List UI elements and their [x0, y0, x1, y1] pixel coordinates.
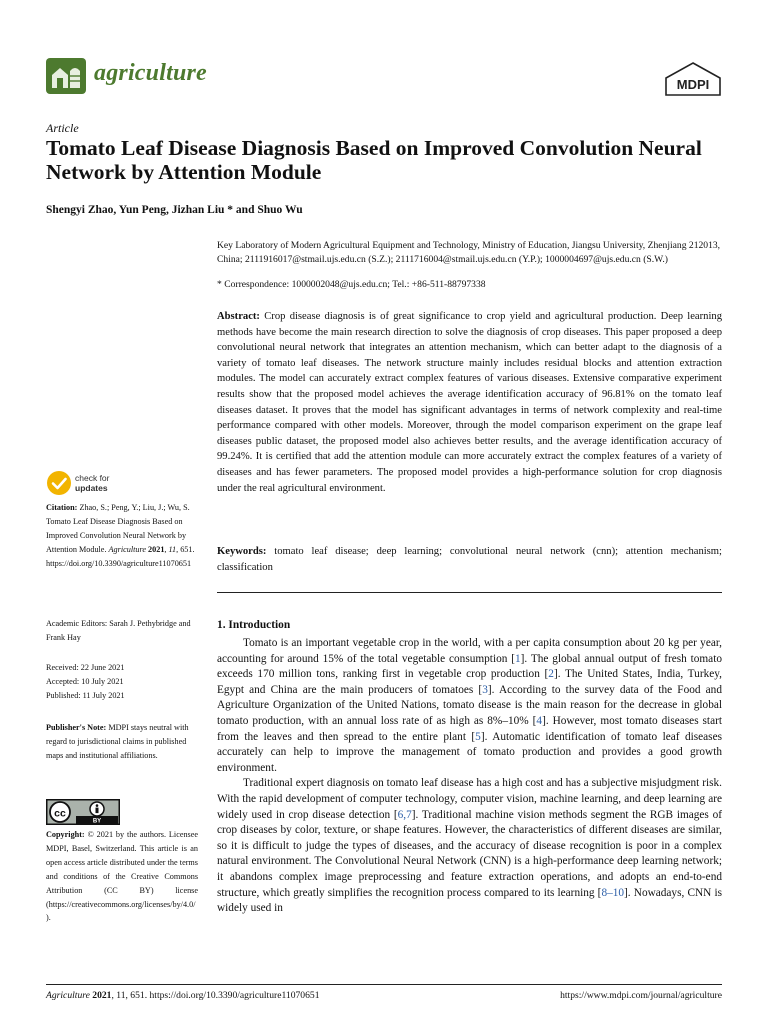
- intro-paragraph-1: [217, 636, 722, 776]
- section-divider: [217, 592, 722, 593]
- intro-paragraph-2: [217, 776, 722, 916]
- published-date: Published: 11 July 2021: [46, 690, 125, 700]
- intro-text: Tomato is an important vegetable crop in the world, with a per capita consumption about 20 kg per year, accounting for around 15% of the total vegetable consumption [: [217, 637, 722, 665]
- cc-by-license-icon[interactable]: [46, 799, 120, 825]
- affiliation: Key Laboratory of Modern Agricultural Equipment and Technology, Ministry of Education, Jiangsu University, Zhenjiang 212013, China; 2111916017@stmail.ujs.edu.cn (S.Z.); 2111716004@stmail.ujs.edu.cn (Y.P.); 1000004697@ujs.edu.cn (S.W.): [217, 240, 721, 265]
- citation-text: Zhao, S.; Peng, Y.; Liu, J.; Wu, S. Tomato Leaf Disease Diagnosis Based on Improved Convolution Neural Network by Attention Module.: [46, 503, 190, 554]
- author-list: Shengyi Zhao, Yun Peng, Jizhan Liu * and Shuo Wu: [46, 204, 303, 216]
- citation-volume: 11: [168, 544, 177, 554]
- reference-link[interactable]: 2: [548, 668, 554, 681]
- article-title: Tomato Leaf Disease Diagnosis Based on Improved Convolution Neural Network by Attention Module: [46, 136, 702, 184]
- intro-text: ]. Traditional machine vision methods segment the RGB images of crop diseases by color, texture, or shape features. However, the characteristics of different diseases are similar, so it is difficult to judge the types of diseases, and the accuracy of disease recognition is poor in a complex natural environment. The Convolutional Neural Network (CNN) is a high-performance deep learning network; it abandons complex image preprocessing and feature extraction operations, and adopts an end-to-end structure, which greatly simplifies the recognition process compared to its learning [: [217, 808, 722, 899]
- correspondence: * Correspondence: 1000002048@ujs.edu.cn; Tel.: +86-511-88797338: [217, 279, 486, 290]
- intro-text: ]. The United States, India, Turkey, Egypt and China are the main producers of tomatoes [: [217, 668, 722, 696]
- footer-journal: Agriculture: [46, 990, 90, 1001]
- svg-text:cc: cc: [54, 807, 66, 820]
- citation-doi[interactable]: 651. https://doi.org/10.3390/agriculture11070651: [46, 544, 195, 568]
- check-updates-line1: check for: [75, 473, 110, 483]
- keywords: [217, 544, 722, 575]
- keywords-label: Keywords:: [217, 546, 267, 557]
- reference-link[interactable]: 1: [514, 652, 521, 665]
- publisher-logo-text: MDPI: [676, 77, 710, 92]
- reference-link[interactable]: 4: [536, 714, 543, 727]
- introduction-heading: 1. Introduction: [217, 619, 291, 631]
- footer-year: 2021: [92, 990, 112, 1001]
- copyright-label: Copyright:: [46, 830, 85, 839]
- copyright-notice: [46, 828, 198, 925]
- reference-link[interactable]: 3: [482, 683, 488, 696]
- intro-text: ]. However, most tomato diseases start from the leaves and then spread to the entire plant [: [217, 714, 722, 743]
- cc-badge-label: BY: [92, 818, 102, 825]
- publication-dates: [46, 661, 198, 703]
- academic-editors: Academic Editors: Sarah J. Pethybridge and Frank Hay: [46, 619, 191, 642]
- intro-text: ]. The global annual output of fresh tomato exceeds 170 million tons, ranking first in vegetable crop production [: [217, 652, 722, 681]
- footer-journal-url[interactable]: https://www.mdpi.com/journal/agriculture: [560, 990, 722, 1001]
- keywords-text: tomato leaf disease; deep learning; convolutional neural network (cnn); attention mechanism; classification: [217, 546, 722, 573]
- accepted-date: Accepted: 10 July 2021: [46, 676, 124, 686]
- abstract-text: Crop disease diagnosis is of great significance to crop yield and agricultural production. Deep learning methods have become the main research direction to solve the diagnosis of crop diseases. This paper proposed a deep convolutional neural network that integrates an attention mechanism, which can better adapt to the diagnosis of a variety of tomato leaf diseases. The network structure mainly includes residual blocks and attention extraction modules. The model can accurately extract complex features of various diseases. Extensive comparative experiment results show that the proposed model achieves the average identification accuracy of 96.81% on the tomato leaf diseases dataset. It proves that the model has significant advantages in terms of network complexity and real-time performance compared with other models. Moreover, through the model comparison experiment on the grape leaf diseases public dataset, the proposed model also achieves better results, and the average identification accuracy of 99.24%. It is certified that add the attention module can more accurately extract the complex features of a variety of diseases and has fewer parameters. The proposed model provides a high-performance solution for crop diagnosis under the real agricultural environment.: [217, 311, 722, 494]
- journal-logo-icon: [46, 58, 86, 94]
- article-type: Article: [46, 121, 79, 135]
- citation-journal: Agriculture: [108, 544, 146, 554]
- publisher-note-label: Publisher's Note:: [46, 723, 107, 732]
- intro-text: ]. According to the survey data of the Food and Agriculture Organization of the United Nations, tomato disease is the main reason for the decrease in global tomato production, with an annual loss rate of as high as 8%–10% [: [217, 683, 722, 727]
- footer-divider: [46, 984, 722, 985]
- reference-link[interactable]: 6,7: [397, 808, 412, 821]
- publisher-note: [46, 721, 198, 763]
- received-date: Received: 22 June 2021: [46, 663, 125, 672]
- mdpi-logo-icon: [664, 62, 722, 96]
- intro-text: ]. Automatic identification of tomato leaf diseases accurately can help to improve the management of tomato production and provides a good growth environment.: [217, 730, 722, 774]
- reference-link[interactable]: 8–10: [601, 886, 625, 899]
- journal-name: agriculture: [94, 60, 207, 86]
- footer-doi[interactable]: , 11, 651. https://doi.org/10.3390/agriculture11070651: [111, 990, 320, 1001]
- check-for-updates-badge[interactable]: [46, 470, 156, 498]
- intro-text: ]. Nowadays, CNN is widely used in: [217, 886, 722, 915]
- check-updates-icon: [46, 470, 72, 496]
- citation-block: Citation: Zhao, S.; Peng, Y.; Liu, J.; Wu, S. Tomato Leaf Disease Diagnosis Based on Improved Convolution Neural Network by Attention Module. Agriculture 2021, 11, 651. https://doi.org/10.3390/agriculture11070651: [46, 503, 195, 568]
- publisher-note-text: MDPI stays neutral with regard to jurisdictional claims in published maps and institutional affiliations.: [46, 723, 189, 760]
- intro-text: Traditional expert diagnosis on tomato leaf disease has a high cost and has a subjective misjudgment risk. With the rapid development of computer technology, computer vision, machine learning, and deep learning are widely used in crop disease detection [: [217, 777, 722, 821]
- citation-label: Citation:: [46, 503, 78, 512]
- footer-citation: [46, 990, 320, 1001]
- copyright-text: © 2021 by the authors. Licensee MDPI, Basel, Switzerland. This article is an open access article distributed under the terms and conditions of the Creative Commons Attribution (CC BY) license (https://creativecommons.org/licenses/by/4.0/).: [46, 830, 199, 923]
- abstract: [217, 309, 722, 496]
- abstract-label: Abstract:: [217, 311, 260, 322]
- reference-link[interactable]: 5: [475, 730, 481, 743]
- check-updates-line2: updates: [75, 482, 108, 493]
- introduction-body: [217, 636, 722, 917]
- citation-year: 2021: [148, 544, 165, 554]
